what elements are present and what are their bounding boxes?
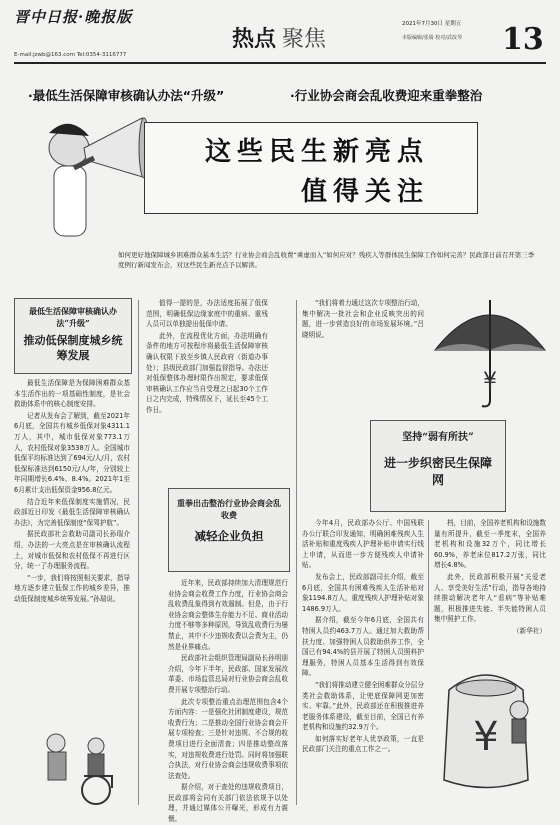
paragraph: 据介绍，对于查处的违规收费项目，民政部将会同有关部门依法依规予以处理，并通过媒体公开曝光，形成有力震慑。	[168, 783, 288, 824]
column-divider	[138, 300, 139, 805]
editor-note	[302, 800, 303, 801]
svg-text:¥: ¥	[473, 714, 499, 760]
paragraph: 档，目前，全国养老机构和设施数量有所提升，截至一季度末，全国养老机构和设施32万个，同比增长60.9%，养老床位817.2万张，同比增长4.8%。	[434, 519, 546, 570]
article3-column2	[434, 518, 546, 634]
paragraph: “我们将推动建立健全困难群众分层分类社会救助体系，让兜底保障网更加密实、牢靠。”此外，民政部还在积极推进养老服务体系建设，截至目前，全国已有养老机构和设施约32.9万个。	[302, 680, 424, 732]
masthead	[0, 0, 560, 62]
paragraph: 此外，民政部积极开展“关爱老人、享受美好生活”行动，指导各地持续推动解决老年人“看病”等补贴难题，积极推进失能、半失能特困人员集中照护工作。	[434, 572, 546, 624]
paragraph: 近年来，民政部持续加大清理规范行业协会商会收费工作力度，行业协会商会乱收费乱象得到有效遏制。但是，由于行业协会商会整体生存能力不足、商业活动力度不够等多种原因，导致乱收费行为屡禁止，其中不少违规收费以会费为主，仍然是业界痛点。	[168, 579, 288, 651]
umbrella-icon	[430, 290, 550, 410]
svg-text:¥: ¥	[483, 369, 497, 394]
paragraph: 发布会上，民政部副司长介绍，截至6月底，全国共有困难残疾人生活补贴对象1194.8万人，重度残疾人护理补贴对象1486.9万人。	[302, 572, 424, 613]
hero-title-banner	[144, 122, 478, 214]
paragraph: “我们将着力通过这次专项整治行动，集中解决一批社会和企业反映突出的问题，进一步营造良好的市场发展环境。”吕晓明说。	[302, 299, 424, 339]
article2-title: 减轻企业负担	[194, 529, 264, 543]
article1-kicker: 最低生活保障审核确认办法“升级”	[29, 306, 117, 328]
article1-title: 推动低保制度城乡统筹发展	[23, 334, 123, 362]
wheelchair-icon	[26, 728, 136, 808]
article1-header-box	[14, 298, 132, 374]
page-number: 13	[502, 22, 544, 57]
paragraph: 此外，在流程优化方面，办法明确有条件的地方可按程序将最低生活保障审核确认权限下放至乡镇人民政府（街道办事处）；县级民政部门加强监督指导。办法还对低保整体办理时限作出规定，要求低保审核确认工作应当自受理之日起30个工作日之内完成，特殊情况下，延长至45个工作日。	[146, 331, 268, 414]
section-title-hot: 热点	[232, 26, 277, 52]
section-title-focus: 聚焦	[282, 27, 327, 52]
article2-header-box	[168, 488, 290, 572]
column-divider	[296, 300, 297, 805]
editor-credits: 本版编辑/张婧 校对/武改琴	[402, 35, 462, 41]
article2-body	[168, 578, 288, 824]
paragraph: 结合近年来低保制度实施情况，民政部近日印发《最低生活保障审核确认办法》，为完善低保制度“保驾护航”。	[14, 497, 130, 527]
article3-kicker: 坚持“弱有所扶”	[402, 432, 474, 443]
hero-title-line1: 这些民生新亮点	[205, 137, 430, 167]
article1-column1	[14, 378, 130, 738]
issue-date: 2021年7月30日 星期五	[402, 21, 462, 27]
article2-continuation	[302, 298, 424, 416]
hero-title-line2: 值得关注	[301, 177, 430, 207]
column-divider	[428, 520, 429, 640]
paragraph: 今年4月，民政部办公厅、中国残联办公厅联合印发通知，明确困难残疾人生活补贴和重度残疾人护理补贴申请实行线上申请，从而进一步方便残疾人申请补贴。	[302, 519, 424, 570]
article-byline: （新华社）	[513, 626, 546, 635]
paragraph: 记者从发布会了解到，截至2021年6月底，全国共有城乡低保对象4311.1万人，其中，城市低保对象773.1万人，农村低保对象3538万人。全国城市低保平均标准达到了694元/人/月，农村低保标准达到6150元/人/年，分别较上年同期增长6.4%、8.4%。2021年1至6月累计支出低保资金956.8亿元。	[14, 411, 130, 494]
paragraph: 如何落实好老年人优享政策，一直是民政部门关注的重点工作之一。	[302, 734, 424, 754]
paragraph: 据民政部社会救助司副司长孙瑞介绍，办法的一大亮点是在审核确认流程上，对城市低保和农村低保不再进行区分，统一了办理服务流程。	[14, 530, 130, 571]
article2-kicker: 重拳出击整治行业协会商会乱收费	[177, 498, 281, 520]
article1-column2	[146, 298, 268, 483]
paragraph: 据介绍，截至今年6月底，全国共有特困人员约463.7万人。通过加大救助帮扶力度、加强特困人员救助供养工作，全国已有94.4%的县开展了特困人员照料护理服务，特困人员基本生活得到有效保障。	[302, 616, 424, 678]
paragraph: 此次专项整治重点治理范围包含4个方面内容：一是强化社团制度建设，规范收费行为；二是推动全国行业协会商会开展专项检查；三是针对违规、不合规的收费项目进行全面清查；四是推动整改落实，对违规收费进行处罚。同时将加强联合执法，对行业协会商会违规收费事项依法查处。	[168, 697, 288, 780]
paragraph: 最低生活保障是为保障困难群众基本生活作出的一项基础性制度，是社会救助体系中的核心制度安排。	[14, 379, 130, 409]
newspaper-logo: 晋中日报·晚报版	[14, 8, 133, 26]
paragraph: 值得一提的是，办法适度拓展了低保范围，明确低保边缘家庭中的重病、重残人员可以单独提出低保申请。	[146, 299, 268, 329]
megaphone-icon	[14, 108, 154, 258]
hero-lead: 如何更好地保障城乡困难群众基本生活？行业协会商会乱收费“乘虚而入”如何应对？残疾人等群体民生保障工作如何完善？民政部日前召开第三季度例行新闻发布会，对这些民生新亮点予以解读。	[118, 251, 535, 269]
paragraph: 民政部社会组织管理局副局长孙明朋介绍，今年下半年，民政部、国家发展改革委、市场监管总局对行业协会商会乱收费开展专项整治行动。	[168, 654, 288, 694]
headline-link-left[interactable]: ·最低生活保障审核确认办法“升级”	[28, 88, 225, 103]
article3-title: 进一步织密民生保障网	[383, 456, 492, 487]
article3-column1	[302, 518, 424, 806]
money-bag-icon	[424, 650, 548, 800]
masthead-rule	[14, 62, 546, 64]
article3-header-box	[370, 420, 506, 512]
contact-info: E-mail:jzwb@163.com Tel:0354-3116777	[14, 52, 127, 58]
headline-link-right[interactable]: ·行业协会商会乱收费迎来重拳整治	[290, 88, 483, 103]
paragraph: “一步，我们将按照相关要求，指导地方逐步建立低保工作的城乡差异，推动低保制度城乡统筹发展。”孙瑞说。	[14, 573, 130, 603]
